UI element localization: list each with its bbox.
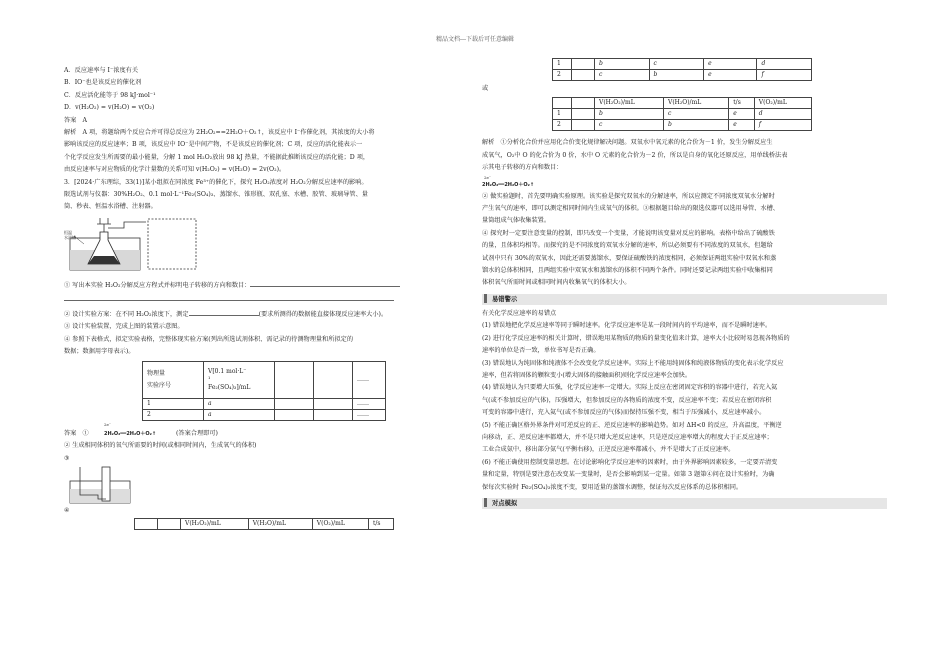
table-cell: 1 <box>553 59 572 70</box>
table-cell <box>275 410 314 421</box>
explanation-line: 的量，且体积均相等。而探究的是不同浓度的双氧水分解的速率，所以必须要有不同浓度的双氧水，但题给 <box>482 242 773 250</box>
section-marker <box>484 294 487 303</box>
option-d: D．v(H₂O₂) = v(H₂O) = v(O₂) <box>64 104 155 112</box>
table-header-cell: V(H₂O₂)/mL <box>595 98 664 109</box>
step-2: ② 设计实验方案：在不同 H₂O₂浓度下，测定 (要求所测得的数据能直接体现反应速率大小)。 <box>64 307 464 321</box>
mistake-item: 速率，但若将固体的颗粒变小(增大固体的接触面积)则化学反应速率会加快。 <box>482 371 692 379</box>
table-cell: a <box>204 410 275 421</box>
step-4: ④ 参照下表格式，拟定实验表格，完整体现实验方案(列出所选试剂体积、需记录的待测物理量和所拟定的 <box>64 335 354 343</box>
table-cell: 2 <box>553 70 572 81</box>
table-header-cell: 物理量 实验序号 <box>143 362 204 399</box>
table-cell: b <box>663 120 728 131</box>
table-cell <box>572 59 595 70</box>
table-cell: d <box>754 109 811 120</box>
table-cell: e <box>704 70 757 81</box>
or-label: 或 <box>482 85 489 92</box>
mistake-item: 保每次实验时 Fe₂(SO₄)₃浓度不变，要用适量的蒸馏水调整，保证每次反应体系的总体积相同。 <box>482 483 743 491</box>
mistake-item: (4) 错误地认为只要增大压强，化学反应速率一定增大。实际上反应在密闭固定容积的容器中进行，若充入氦 <box>482 384 778 392</box>
explanation-line: 量筒组成气体收集装置。 <box>482 217 551 225</box>
question-3-line: 筒、秒表、恒温水浴槽、注射器。 <box>64 203 157 211</box>
mistake-item: 可变的容器中进行，充入氦气(或不参加反应的气体)而保持压强不变，相当于压强减小，反应速率减小。 <box>482 409 766 417</box>
explanation-line: 解析 A 项，将题给两个反应合并可得总反应为 2H₂O₂==2H₂O＋O₂↑，该反应中 I⁻作催化剂，其浓度的大小将 <box>64 129 375 137</box>
right-column <box>482 58 887 512</box>
table-cell: e <box>729 120 755 131</box>
table-header-cell: t/s <box>368 518 393 529</box>
table-header-cell: V[0.1 mol·L⁻ ¹ Fe₂(SO₄)₃]/mL <box>204 362 275 399</box>
question-3-line: 3．[2024·广东理综，33(1)]某小组拟在同浓度 Fe³⁺的催化下，探究 H₂O₂浓度对 H₂O₂分解反应速率的影响。 <box>64 178 368 186</box>
table-cell: e <box>704 59 757 70</box>
explanation-line: ② 做实验题时，首先要明确实验原理。该实验是探究双氧水的分解速率，所以应测定不同浓度双氧水分解时 <box>482 192 775 200</box>
table-cell: b <box>649 70 704 81</box>
explanation-line: ④ 探究时一定要注意变量的控制，即只改变一个变量，才能说明该变量对反应的影响。表格中给出了硫酸铁 <box>482 229 775 237</box>
step-1: ① 写出本实验 H₂O₂分解反应方程式并标明电子转移的方向和数目： <box>64 278 464 292</box>
table-cell: f <box>757 70 812 81</box>
explanation-line: 成氧气，O₂中 O 的化合价为 0 价，水中 O 元素的化合价为－2 价，所以是自身的氧化还原反应，用单线桥法表 <box>482 151 788 159</box>
table-cell <box>572 98 595 109</box>
option-b: B．IO⁻也是该反应的催化剂 <box>64 79 142 87</box>
mistake-item: (3) 错误地认为纯固体和纯液体不会改变化学反应速率。实际上不能用纯固体和纯液体物质的变化表示化学反应 <box>482 359 784 367</box>
table-cell: 1 <box>143 399 204 410</box>
table-cell <box>572 120 595 131</box>
table-cell: e <box>729 109 755 120</box>
table-cell <box>158 518 181 529</box>
table-cell <box>572 109 595 120</box>
mistake-item: 速率的单位是否一致，单位书写是否正确。 <box>482 347 600 355</box>
step-3: ③ 设计实验装置，完成上图的装置示意图。 <box>64 323 184 331</box>
flask-apparatus-diagram <box>64 216 214 274</box>
step-1-blank <box>64 292 464 306</box>
answer-4: ④ <box>64 507 70 515</box>
left-column <box>64 65 464 530</box>
mistake-item: (5) 不能正确区格外界条件对可逆反应的正、逆反应速率的影响趋势。如对 ΔH<0 的反应，升高温度，平衡逆 <box>482 421 782 429</box>
explanation-line: 由反应速率与对应物质的化学计量数的关系可知 v(H₂O₂) = v(H₂O) = 2v(O₂)。 <box>64 166 286 174</box>
table-cell: c <box>663 109 728 120</box>
mistake-item: 量和定量，特别是要注意在改变某一变量时，是否会影响到某一定量。如第 3 题第④问在设计实验时，为确 <box>482 471 775 479</box>
table-cell: c <box>595 70 650 81</box>
mistake-item: (6) 不能正确使用控制变量思想。在讨论影响化学反应速率的因素时，由于外界影响因素较多，一定要弄清变 <box>482 458 778 466</box>
section-heading-practice: 对点模拟 <box>482 498 887 509</box>
section-marker <box>484 498 487 507</box>
section-heading-common-mistakes: 易错警示 <box>482 294 887 305</box>
table-header-cell: t/s <box>729 98 755 109</box>
table-cell: c <box>649 59 704 70</box>
answer-table-continued <box>552 58 812 81</box>
explanation-line: 试剂中只有 30%的双氧水，因此还需要蒸馏水，要保证硫酸铁的浓度相同，必须保证两组实验中双氧水和蒸 <box>482 254 777 262</box>
mistake-item: 气(或不参加反应的气体)，压强增大，但参加反应的各物质的浓度不变，反应速率不变；若反应在密闭容积 <box>482 396 772 404</box>
table-header-cell: V(O₂)/mL <box>312 518 368 529</box>
table-cell: f <box>754 120 811 131</box>
answer-table <box>134 518 394 530</box>
table-cell <box>314 399 353 410</box>
table-cell <box>135 518 158 529</box>
table-cell <box>314 410 353 421</box>
table-cell: d <box>757 59 812 70</box>
answer-line: 答案 A <box>64 116 88 124</box>
table-cell <box>553 98 572 109</box>
option-c: C．反应活化能等于 98 kJ·mol⁻¹ <box>64 91 156 99</box>
table-cell: 2 <box>143 410 204 421</box>
answer-1: 答案 ① 2e⁻ 2H₂O₂══2H₂O＋O₂↑ (答案合理即可) <box>64 422 218 438</box>
table-cell: c <box>595 120 664 131</box>
explanation-line: 馏水的总体积相同，且两组实验中双氧水和蒸馏水的体积不同两个条件。同时还要记录两组实验中收集相同 <box>482 267 773 275</box>
alternative-table <box>552 97 812 131</box>
table-cell <box>314 362 353 399</box>
gas-collection-diagram <box>68 465 178 505</box>
table-cell: a <box>204 399 275 410</box>
step-4: 数据；数据用字母表示)。 <box>64 347 135 355</box>
answer-3: ③ <box>64 454 70 462</box>
explanation-line: 产生氧气的速率，即可以测定相同时间内生成氧气的体积。③根据题目给出的限选仪器可以选用导管、水槽、 <box>482 205 779 213</box>
table-cell: b <box>595 109 664 120</box>
apparatus-figure <box>64 216 464 274</box>
table-cell <box>275 362 314 399</box>
table-header-cell: V(O₂)/mL <box>754 98 811 109</box>
table-header-cell: V(H₂O₂)/mL <box>181 518 249 529</box>
experiment-table-template <box>142 361 386 421</box>
mistakes-intro: 有关化学反应速率的易错点 <box>482 309 557 317</box>
table-header-cell: V(H₂O)/mL <box>248 518 312 529</box>
question-3-line: 限选试剂与仪器：30%H₂O₂、0.1 mol·L⁻¹Fe₂(SO₄)₃、蒸馏水、锥形瓶、双孔塞、水槽、胶管、玻璃导管、量 <box>64 191 368 199</box>
table-cell: …… <box>353 410 386 421</box>
explanation-line: 解析 ①分析化合价并应用化合价变化规律解决问题。双氧水中氧元素的化合价为－1 价，发生分解反应生 <box>482 139 773 147</box>
table-cell: 2 <box>553 120 572 131</box>
table-cell: …… <box>353 362 386 399</box>
mistake-item: 向移动，正、逆反应速率都增大，并不是只增大逆反应速率，只是逆反应速率增大的程度大于正反应速率； <box>482 433 773 441</box>
table-cell: b <box>595 59 650 70</box>
table-cell <box>572 70 595 81</box>
mistake-item: 工业合成氨中，移出部分氨气(平衡右移)，正逆反应速率都减小，并不是增大了正反应速率。 <box>482 446 735 454</box>
explanation-line: 个化学反应发生所需要的最小能量，分解 1 mol H₂O₂放出 98 kJ 热量，不能据此推断该反应的活化能；D 项， <box>64 153 370 161</box>
explanation-line: 示其电子转移的方向和数目： <box>482 164 563 172</box>
figure-label: 恒温 <box>64 229 72 235</box>
table-cell: 1 <box>553 109 572 120</box>
mistake-item: (1) 错误地把化学反应速率等同于瞬时速率。化学反应速率是某一段时间内的平均速率，而不是瞬时速率。 <box>482 322 772 330</box>
answer-2: ② 生成相同体积的氧气所需要的时间(或相同时间内，生成氧气的体积) <box>64 442 257 450</box>
table-header-cell: V(H₂O)/mL <box>663 98 728 109</box>
figure-label: 水浴槽 <box>64 234 76 240</box>
table-cell: …… <box>353 399 386 410</box>
explanation-line: 影响该反应的反应速率；B 项，该反应中 IO⁻是中间产物，不是该反应的催化剂；C 项，反应的活化能表示一 <box>64 141 363 149</box>
mistake-item: (2) 进行化学反应速率的相关计算时，错误地用某物质的物质的量变化值来计算，速率大小比较时易忽视各物质的 <box>482 334 790 342</box>
explanation-line: 体积氧气所需时间或相同时间内收集氧气的体积大小。 <box>482 279 631 287</box>
electron-transfer-equation: 2e⁻ 2H₂O₂══2H₂O＋O₂↑ <box>482 174 535 188</box>
option-a: A．反应速率与 I⁻浓度有关 <box>64 67 139 74</box>
page-header: 精品文档---下载后可任意编辑 <box>435 36 515 43</box>
table-cell <box>275 399 314 410</box>
